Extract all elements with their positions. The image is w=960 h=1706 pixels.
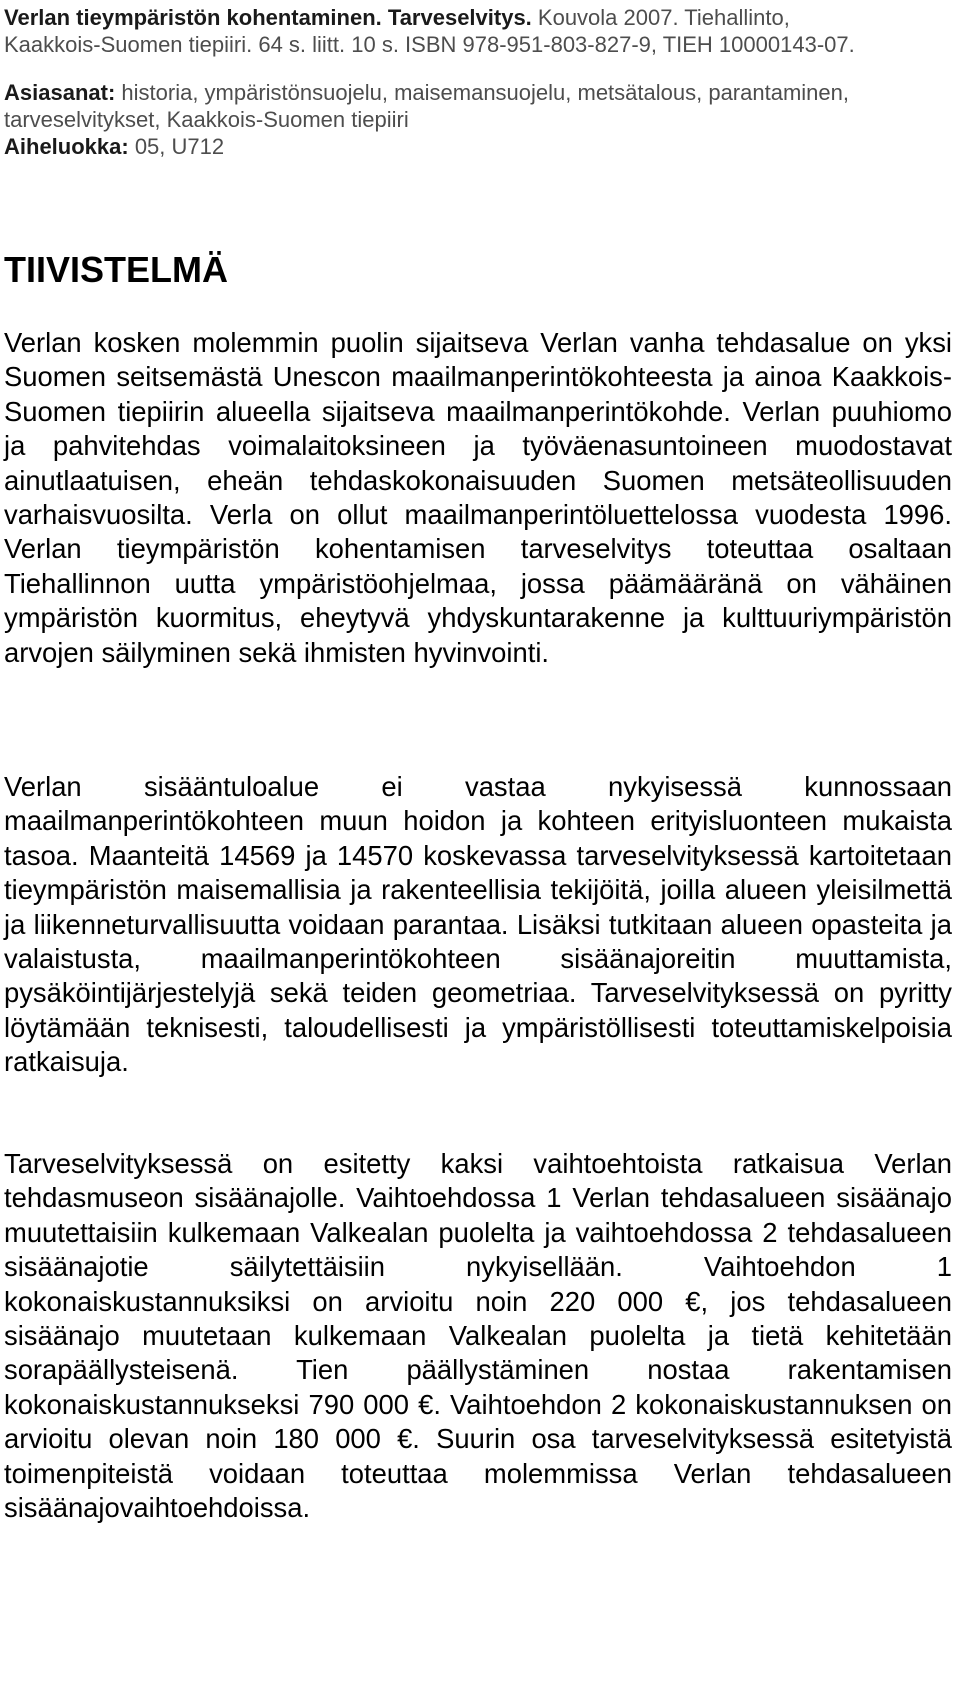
publication-title: Verlan tieympäristön kohentaminen. Tarveselvitys. <box>4 5 532 30</box>
publication-info <box>4 4 956 58</box>
keywords-block <box>4 79 956 160</box>
category-text: 05, U712 <box>128 134 225 159</box>
category-label: Aiheluokka: <box>4 134 129 159</box>
summary-paragraph-1: Verlan kosken molemmin puolin sijaitseva Verlan vanha tehdasalue on yksi Suomen seitsemästä Unescon maailmanperintökohteesta ja ainoa Kaakkois-Suomen tiepiirin alueella sijaitseva maailmanperintökohde. Verlan puuhiomo ja pahvitehdas voimalaitoksineen ja työväenasuntoineen muodostavat ainutlaatuisen, eheän tehdaskokonaisuuden Suomen metsäteollisuuden varhaisvuosilta. Verla on ollut maailmanperintöluettelossa vuodesta 1996. Verlan tieympäristön kohentamisen tarveselvitys toteuttaa osaltaan Tiehallinnon uutta ympäristöohjelmaa, jossa päämääränä on vähäinen ympäristön kuormitus, eheytyvä yhdyskuntarakenne ja kulttuuriympäristön arvojen säilyminen sekä ihmisten hyvinvointi. <box>4 327 952 668</box>
publication-details: Kaakkois-Suomen tiepiiri. 64 s. liitt. 10 s. ISBN 978-951-803-827-9, TIEH 10000143-07. <box>4 32 855 57</box>
keywords-text: historia, ympäristönsuojelu, maisemansuojelu, metsätalous, parantaminen, tarveselvitykset, Kaakkois-Suomen tiepiiri <box>4 80 849 132</box>
summary-paragraph-3: Tarveselvityksessä on esitetty kaksi vaihtoehtoista ratkaisua Verlan tehdasmuseon sisäänajolle. Vaihtoehdossa 1 Verlan tehdasalueen sisäänajo muutettaisiin kulkemaan Valkealan puolelta ja vaihtoehdossa 2 tehdasalueen sisäänajotie säilytettäisiin nykyisellään. Vaihtoehdon 1 kokonaiskustannuksiksi on arvioitu noin 220 000 €, jos tehdasalueen sisäänajo muutetaan kulkemaan Valkealan puolelta ja tietä kehitetään sorapäällysteisenä. Tien päällystäminen nostaa rakentamisen kokonaiskustannukseksi 790 000 €. Vaihtoehdon 2 kokonaiskustannuksen on arvioitu olevan noin 180 000 €. Suurin osa tarveselvityksessä esitetyistä toimenpiteistä voidaan toteuttaa molemmissa Verlan tehdasalueen sisäänajovaihtoehdoissa. <box>4 1148 952 1524</box>
keywords-label: Asiasanat: <box>4 80 116 105</box>
summary-heading: TIIVISTELMÄ <box>4 249 228 290</box>
summary-paragraph-2: Verlan sisääntuloalue ei vastaa nykyisessä kunnossaan maailmanperintökohteen muun hoidon ja kohteen erityisluonteen mukaista tasoa. Maanteitä 14569 ja 14570 koskevassa tarveselvityksessä kartoitetaan tieympäristön maisemallisia ja rakenteellisia tekijöitä, joilla alueen yleisilmettä ja liikenneturvallisuutta voidaan parantaa. Lisäksi tutkitaan alueen opasteita ja valaistusta, maailmanperintökohteen sisäänajoreitin muuttamista, pysäköintijärjestelyjä sekä teiden geometriaa. Tarveselvityksessä on pyritty löytämään teknisesti, taloudellisesti ja ympäristöllisesti toteuttamiskelpoisia ratkaisuja. <box>4 771 952 1078</box>
publication-place-year: Kouvola 2007. Tiehallinto, <box>531 5 790 30</box>
